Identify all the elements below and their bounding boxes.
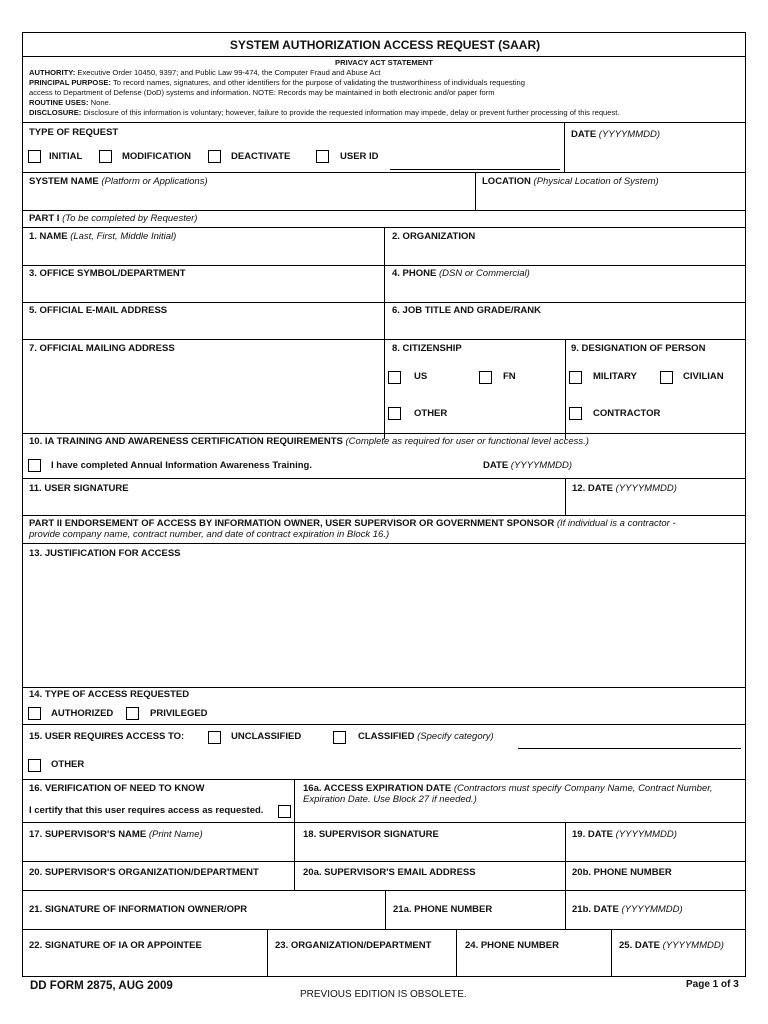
divider <box>23 861 745 862</box>
authority-line <box>29 68 381 78</box>
citizenship-us-checkbox[interactable] <box>388 371 401 384</box>
divider <box>23 433 745 434</box>
field-25-date-label: 25. DATE (YYYYMMDD) <box>619 940 724 951</box>
divider <box>23 724 745 725</box>
obsolete-notice: PREVIOUS EDITION IS OBSOLETE. <box>300 989 467 1000</box>
field-10-training-label: 10. IA TRAINING AND AWARENESS CERTIFICATION REQUIREMENTS (Complete as required for user or functional level access.) <box>29 436 589 447</box>
user-id-input[interactable] <box>390 169 560 170</box>
divider <box>456 929 457 977</box>
field-7-mailing-address-label: 7. OFFICIAL MAILING ADDRESS <box>29 343 175 354</box>
modification-option-label: MODIFICATION <box>122 151 191 162</box>
field-20a-supervisor-email-label: 20a. SUPERVISOR'S EMAIL ADDRESS <box>303 867 476 878</box>
disclosure-text: Disclosure of this information is voluntary; however, failure to provide the requested information may impede, delay or prevent further processing of this request. <box>83 108 620 117</box>
citizenship-other-label: OTHER <box>414 408 448 419</box>
citizenship-other-checkbox[interactable] <box>388 407 401 420</box>
training-completed-label: I have completed Annual Information Awareness Training. <box>51 460 312 471</box>
initial-checkbox[interactable] <box>28 150 41 163</box>
initial-option-label: INITIAL <box>49 151 83 162</box>
divider <box>384 227 385 439</box>
system-name-label: SYSTEM NAME (Platform or Applications) <box>29 176 208 187</box>
divider <box>294 779 295 890</box>
field-9-designation-label: 9. DESIGNATION OF PERSON <box>571 343 706 354</box>
field-21b-date-label: 21b. DATE (YYYYMMDD) <box>572 904 683 915</box>
field-21-owner-signature-label: 21. SIGNATURE OF INFORMATION OWNER/OPR <box>29 904 248 915</box>
divider <box>267 929 268 977</box>
designation-contractor-checkbox[interactable] <box>569 407 582 420</box>
field-5-email-label: 5. OFFICIAL E-MAIL ADDRESS <box>29 305 168 316</box>
divider <box>23 172 745 173</box>
routine-label: ROUTINE USES: <box>29 98 89 107</box>
field-11-user-signature-label: 11. USER SIGNATURE <box>29 483 129 494</box>
form-title: SYSTEM AUTHORIZATION ACCESS REQUEST (SAAR) <box>229 38 541 52</box>
designation-civilian-label: CIVILIAN <box>683 371 724 382</box>
purpose-text-1: To record names, signatures, and other identifiers for the purpose of validating the trustworthiness of individuals requesting <box>112 78 525 87</box>
field-4-phone-label: 4. PHONE (DSN or Commercial) <box>392 268 530 279</box>
designation-civilian-checkbox[interactable] <box>660 371 673 384</box>
divider <box>23 265 745 266</box>
purpose-label: PRINCIPAL PURPOSE: <box>29 78 111 87</box>
access-privileged-label: PRIVILEGED <box>150 708 208 719</box>
divider <box>23 543 745 544</box>
field-13-justification-label: 13. JUSTIFICATION FOR ACCESS <box>29 548 181 559</box>
field-20b-phone-label: 20b. PHONE NUMBER <box>572 867 672 878</box>
field-16a-expiration-label: 16a. ACCESS EXPIRATION DATE (Contractors must specify Company Name, Contract Number, <box>303 783 713 794</box>
divider <box>385 890 386 929</box>
part1-heading: PART I (To be completed by Requester) <box>29 213 198 224</box>
deactivate-checkbox[interactable] <box>208 150 221 163</box>
citizenship-fn-checkbox[interactable] <box>479 371 492 384</box>
training-completed-checkbox[interactable] <box>28 459 41 472</box>
divider <box>564 122 565 172</box>
classified-label: CLASSIFIED (Specify category) <box>358 731 494 742</box>
unclassified-checkbox[interactable] <box>208 731 221 744</box>
authority-text: Executive Order 10450, 9397; and Public Law 99-474, the Computer Fraud and Abuse Act <box>77 68 381 77</box>
modification-checkbox[interactable] <box>99 150 112 163</box>
field-17-supervisor-name-label: 17. SUPERVISOR'S NAME (Print Name) <box>29 829 203 840</box>
field-20-supervisor-org-label: 20. SUPERVISOR'S ORGANIZATION/DEPARTMENT <box>29 867 259 878</box>
divider <box>475 172 476 210</box>
disclosure-line <box>29 108 620 118</box>
divider <box>23 822 745 823</box>
field-21a-phone-label: 21a. PHONE NUMBER <box>393 904 493 915</box>
saar-form <box>22 32 746 977</box>
designation-military-label: MILITARY <box>593 371 637 382</box>
user-id-checkbox[interactable] <box>316 150 329 163</box>
divider <box>23 339 745 340</box>
field-8-citizenship-label: 8. CITIZENSHIP <box>392 343 462 354</box>
field-1-name-label: 1. NAME (Last, First, Middle Initial) <box>29 231 177 242</box>
deactivate-option-label: DEACTIVATE <box>231 151 291 162</box>
access-other-label: OTHER <box>51 759 85 770</box>
field-12-date-label: 12. DATE (YYYYMMDD) <box>572 483 677 494</box>
field-6-job-title-label: 6. JOB TITLE AND GRADE/RANK <box>392 305 542 316</box>
divider <box>23 478 745 479</box>
divider <box>23 302 745 303</box>
need-to-know-checkbox[interactable] <box>278 805 291 818</box>
divider <box>23 929 745 930</box>
field-24-phone-label: 24. PHONE NUMBER <box>465 940 559 951</box>
divider <box>23 890 745 891</box>
field-18-supervisor-signature-label: 18. SUPERVISOR SIGNATURE <box>303 829 439 840</box>
routine-line <box>29 98 111 108</box>
field-19-date-label: 19. DATE (YYYYMMDD) <box>572 829 677 840</box>
divider <box>565 339 566 439</box>
access-authorized-label: AUTHORIZED <box>51 708 114 719</box>
request-date-label: DATE (YYYYMMDD) <box>571 129 661 140</box>
user-id-option-label: USER ID <box>340 151 379 162</box>
location-label: LOCATION (Physical Location of System) <box>482 176 659 187</box>
field-15-access-to-label: 15. USER REQUIRES ACCESS TO: <box>29 731 185 742</box>
divider <box>23 210 745 211</box>
divider <box>23 515 745 516</box>
field-23-org-label: 23. ORGANIZATION/DEPARTMENT <box>275 940 432 951</box>
routine-text: None. <box>90 98 111 107</box>
divider <box>565 822 566 929</box>
access-other-checkbox[interactable] <box>28 759 41 772</box>
part2-hint: provide company name, contract number, and date of contract expiration in Block 16.) <box>29 529 390 540</box>
field-16-need-to-know-label: 16. VERIFICATION OF NEED TO KNOW <box>29 783 205 794</box>
designation-contractor-label: CONTRACTOR <box>593 408 661 419</box>
type-of-request-label: TYPE OF REQUEST <box>29 127 119 138</box>
access-privileged-checkbox[interactable] <box>126 707 139 720</box>
page-number: Page 1 of 3 <box>686 979 739 990</box>
field-14-access-type-label: 14. TYPE OF ACCESS REQUESTED <box>29 689 190 700</box>
purpose-text-2: access to Department of Defense (DoD) systems and information. NOTE: Records may be maintained in both electronic and/or paper form <box>29 88 495 97</box>
classified-category-input[interactable] <box>518 748 741 749</box>
field-16a-hint: Expiration Date. Use Block 27 if needed.) <box>303 794 477 805</box>
citizenship-fn-label: FN <box>503 371 516 382</box>
purpose-line <box>29 78 525 88</box>
divider <box>23 779 745 780</box>
citizenship-us-label: US <box>414 371 428 382</box>
field-2-organization-label: 2. ORGANIZATION <box>392 231 476 242</box>
unclassified-label: UNCLASSIFIED <box>231 731 302 742</box>
form-id: DD FORM 2875, AUG 2009 <box>30 980 173 992</box>
authority-label: AUTHORITY: <box>29 68 76 77</box>
access-authorized-checkbox[interactable] <box>28 707 41 720</box>
disclosure-label: DISCLOSURE: <box>29 108 82 117</box>
divider <box>611 929 612 977</box>
divider <box>565 478 566 515</box>
need-to-know-certify-label: I certify that this user requires access as requested. <box>29 805 264 816</box>
divider <box>23 56 745 57</box>
training-date-label: DATE (YYYYMMDD) <box>483 460 573 471</box>
divider <box>23 122 745 123</box>
divider <box>23 687 745 688</box>
field-22-ia-signature-label: 22. SIGNATURE OF IA OR APPOINTEE <box>29 940 202 951</box>
designation-military-checkbox[interactable] <box>569 371 582 384</box>
field-3-office-label: 3. OFFICE SYMBOL/DEPARTMENT <box>29 268 186 279</box>
privacy-heading: PRIVACY ACT STATEMENT <box>335 58 433 67</box>
classified-checkbox[interactable] <box>333 731 346 744</box>
part2-heading: PART II ENDORSEMENT OF ACCESS BY INFORMATION OWNER, USER SUPERVISOR OR GOVERNMENT SPONSOR (If individual is a contractor - <box>29 518 676 529</box>
